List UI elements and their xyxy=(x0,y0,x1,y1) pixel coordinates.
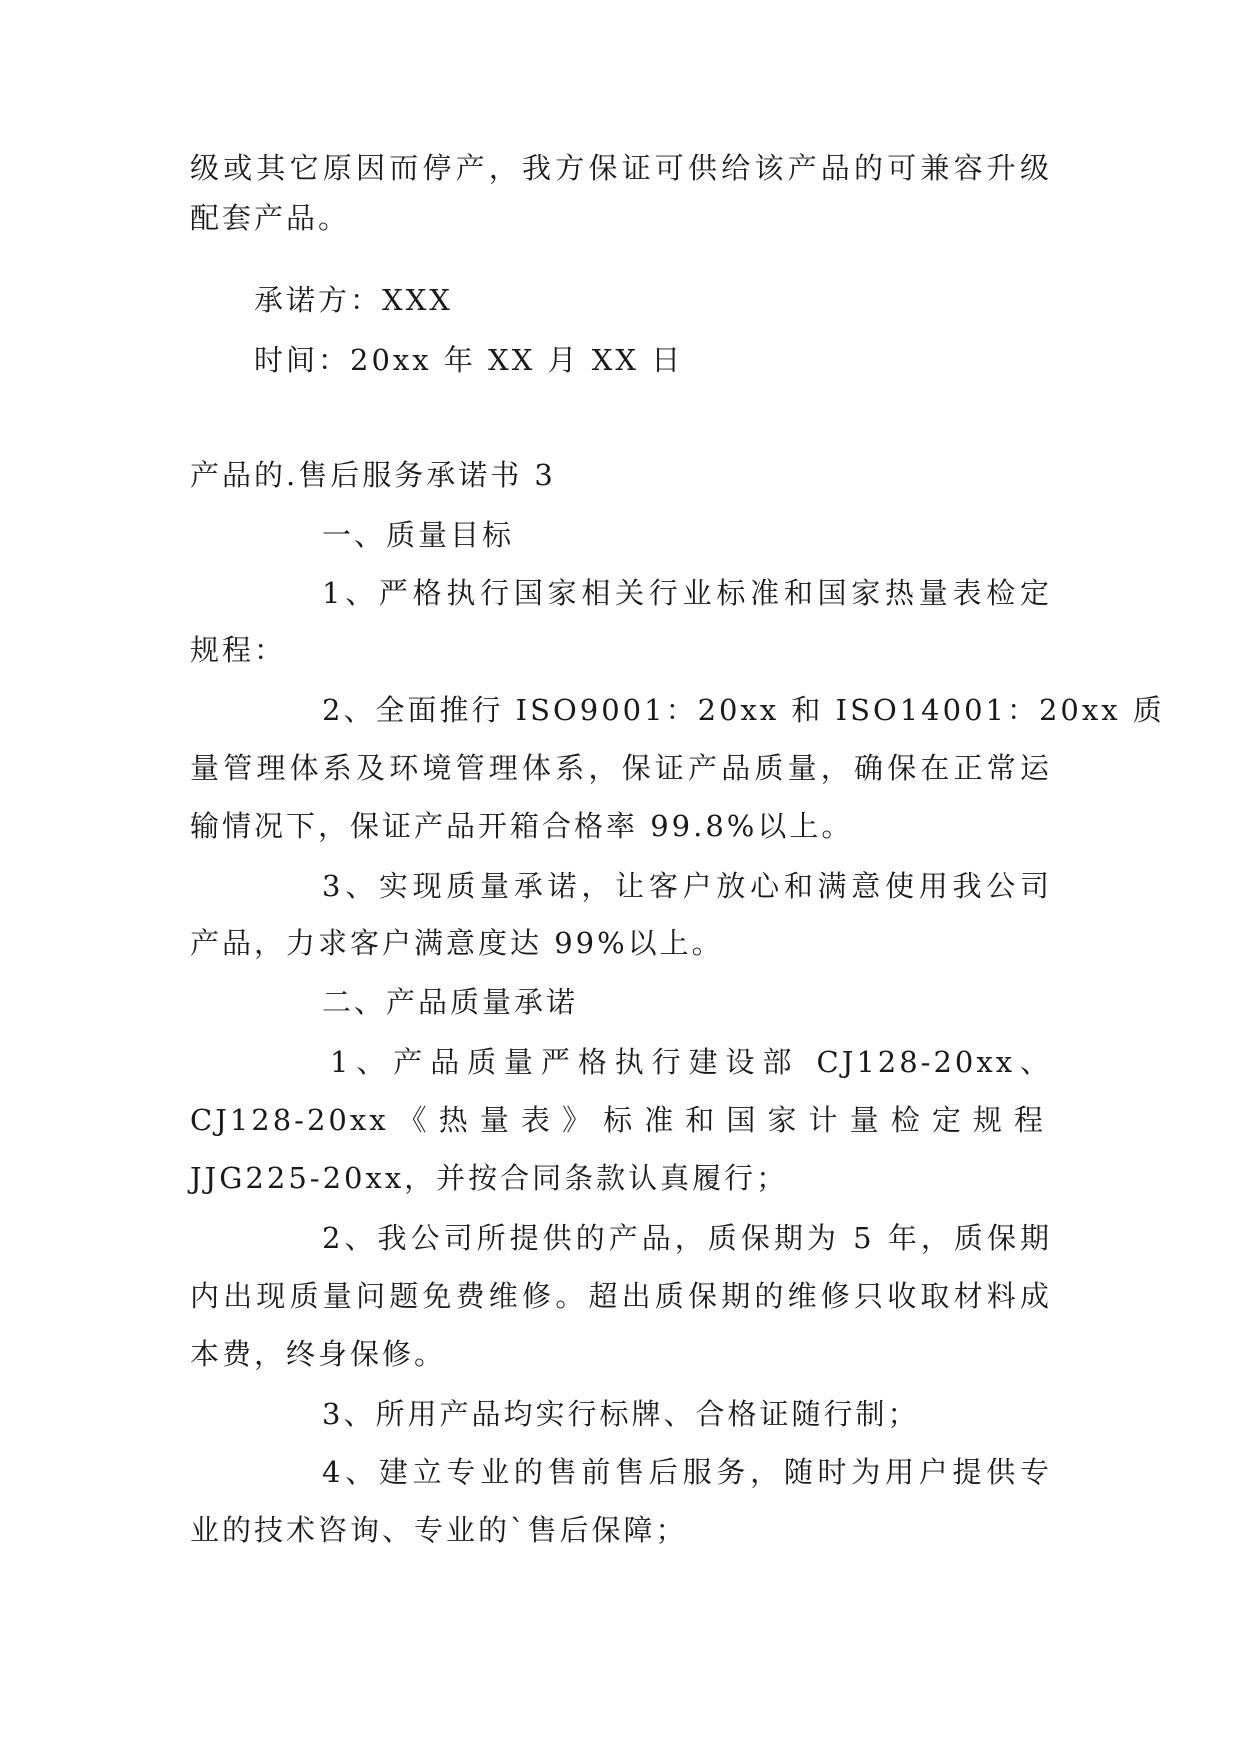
text-line: 2、全面推行 ISO9001：20xx 和 ISO14001：20xx 质 xyxy=(322,693,1165,727)
text-line: 1、严格执行国家相关行业标准和国家热量表检定 xyxy=(322,576,1052,610)
text-line: 1、产品质量严格执行建设部 CJ128-20xx、 xyxy=(330,1045,1052,1079)
heading-product-quality: 二、产品质量承诺 xyxy=(322,985,579,1019)
section-title: 产品的.售后服务承诺书 3 xyxy=(190,458,556,492)
text-line: JJG225-20xx，并按合同条款认真履行； xyxy=(190,1161,789,1195)
text-line: 规程： xyxy=(190,633,287,667)
text-line: CJ128-20xx《热量表》标准和国家计量检定规程 xyxy=(190,1103,1046,1137)
text-line: 内出现质量问题免费维修。超出质保期的维修只收取材料成 xyxy=(190,1279,1052,1313)
signatory-line: 承诺方：XXX xyxy=(254,283,453,317)
text-line: 3、所用产品均实行标牌、合格证随行制； xyxy=(322,1397,920,1431)
date-line: 时间：20xx 年 XX 月 XX 日 xyxy=(254,343,684,377)
text-line: 级或其它原因而停产，我方保证可供给该产品的可兼容升级 xyxy=(190,151,1052,185)
text-line: 2、我公司所提供的产品，质保期为 5 年，质保期 xyxy=(322,1221,1052,1255)
heading-quality-goals: 一、质量目标 xyxy=(322,518,515,552)
text-line: 本费，终身保修。 xyxy=(190,1337,447,1371)
text-line: 产品，力求客户满意度达 99%以上。 xyxy=(190,926,724,960)
text-line: 4、建立专业的售前售后服务，随时为用户提供专 xyxy=(322,1455,1052,1489)
text-line: 配套产品。 xyxy=(190,201,351,235)
text-line: 量管理体系及环境管理体系，保证产品质量，确保在正常运 xyxy=(190,751,1052,785)
text-line: 业的技术咨询、专业的`售后保障； xyxy=(190,1513,688,1547)
text-line: 3、实现质量承诺，让客户放心和满意使用我公司 xyxy=(322,869,1052,903)
text-line: 输情况下，保证产品开箱合格率 99.8%以上。 xyxy=(190,809,854,843)
